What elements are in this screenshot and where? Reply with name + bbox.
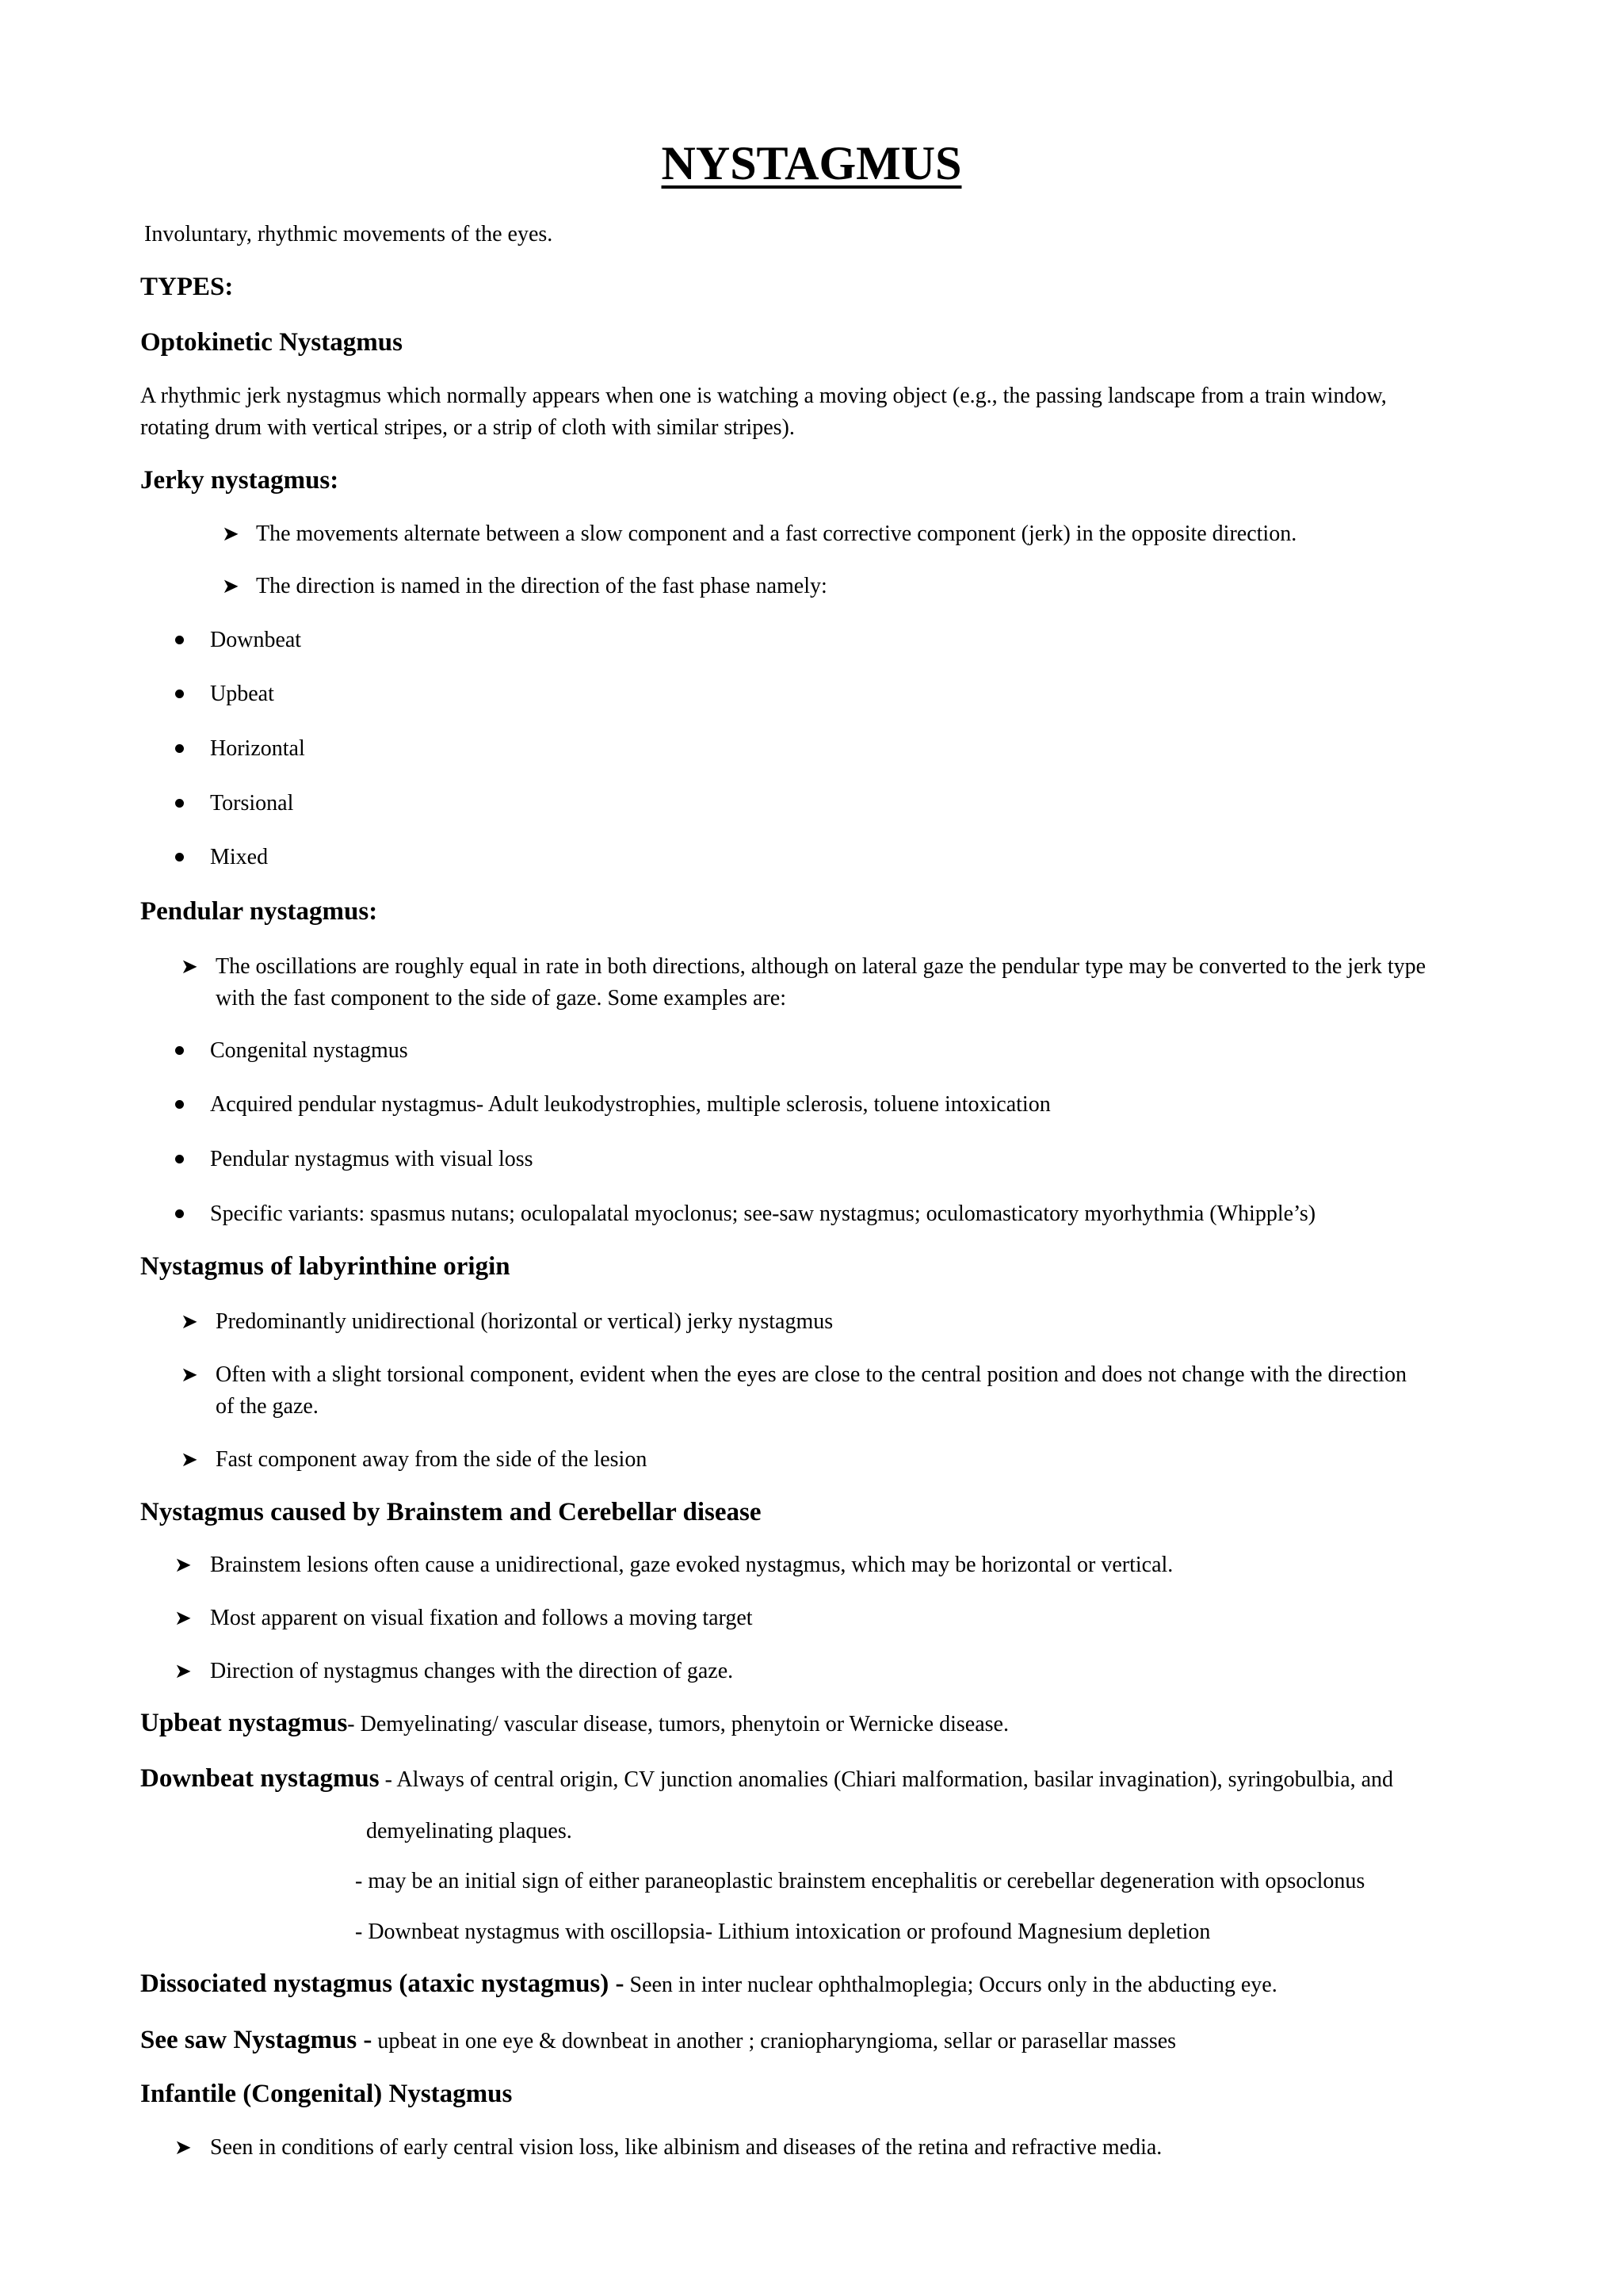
labyrinthine-arrow-item: Predominantly unidirectional (horizontal or vertical) jerky nystagmus (216, 1309, 834, 1334)
intro-text: Involuntary, rhythmic movements of the eyes. (144, 222, 553, 246)
seesaw-heading: See saw Nystagmus - (140, 2026, 372, 2054)
dissociated-heading: Dissociated nystagmus (ataxic nystagmus) - (140, 1969, 624, 1998)
infantile-heading: Infantile (Congenital) Nystagmus (140, 2080, 513, 2108)
bullet-dot-icon (175, 853, 184, 861)
dissociated-line (140, 1968, 1277, 2001)
downbeat-line2: - may be an initial sign of either paraneoplastic brainstem encephalitis or cerebellar degeneration with opsoclonus (355, 1869, 1365, 1893)
pendular-bullet-item: Pendular nystagmus with visual loss (210, 1147, 533, 1171)
pendular-arrow-line1: The oscillations are roughly equal in rate in both directions, although on lateral gaze the pendular type may be converted to the jerk type (216, 954, 1426, 979)
seesaw-line (140, 2024, 1176, 2057)
brainstem-heading: Nystagmus caused by Brainstem and Cerebellar disease (140, 1498, 762, 1526)
bullet-dot-icon (175, 744, 184, 753)
labyrinthine-heading: Nystagmus of labyrinthine origin (140, 1252, 510, 1281)
bullet-dot-icon (175, 1209, 184, 1218)
bullet-dot-icon (175, 799, 184, 808)
arrow-bullet-icon: ➤ (174, 1606, 192, 1630)
bullet-dot-icon (175, 1046, 184, 1055)
downbeat-heading: Downbeat nystagmus (140, 1764, 380, 1793)
optokinetic-text-line1: A rhythmic jerk nystagmus which normally appears when one is watching a moving object (e.g., the passing landscape from a train window, (140, 384, 1387, 408)
pendular-bullet-item: Congenital nystagmus (210, 1038, 408, 1063)
bullet-dot-icon (175, 636, 184, 644)
arrow-bullet-icon: ➤ (174, 1553, 192, 1577)
downbeat-text: - Always of central origin, CV junction anomalies (Chiari malformation, basilar invagination), syringobulbia, and (379, 1767, 1394, 1792)
pendular-bullet-item: Specific variants: spasmus nutans; oculopalatal myoclonus; see-saw nystagmus; oculomasticatory myorhythmia (Whipple’s) (210, 1201, 1316, 1226)
labyrinthine-arrow-item: Fast component away from the side of the lesion (216, 1447, 647, 1472)
seesaw-text: upbeat in one eye & downbeat in another ; craniopharyngioma, sellar or parasellar masses (372, 2029, 1177, 2053)
upbeat-heading: Upbeat nystagmus (140, 1709, 348, 1737)
labyrinthine-arrow-line2: of the gaze. (216, 1394, 319, 1419)
pendular-bullet-item: Acquired pendular nystagmus- Adult leukodystrophies, multiple sclerosis, toluene intoxication (210, 1092, 1051, 1117)
bullet-dot-icon (175, 1100, 184, 1109)
jerky-bullet-item: Torsional (210, 791, 294, 816)
jerky-bullet-item: Upbeat (210, 682, 274, 706)
arrow-bullet-icon: ➤ (181, 1363, 198, 1387)
bullet-dot-icon (175, 1155, 184, 1163)
pendular-arrow-line2: with the fast component to the side of gaze. Some examples are: (216, 986, 787, 1010)
optokinetic-text-line2: rotating drum with vertical stripes, or a strip of cloth with similar stripes). (140, 415, 795, 440)
upbeat-text: - Demyelinating/ vascular disease, tumors, phenytoin or Wernicke disease. (347, 1712, 1009, 1736)
optokinetic-heading: Optokinetic Nystagmus (140, 328, 403, 357)
arrow-bullet-icon: ➤ (181, 1310, 198, 1334)
arrow-bullet-icon: ➤ (222, 522, 239, 546)
downbeat-line (140, 1763, 1393, 1796)
brainstem-arrow-item: Direction of nystagmus changes with the direction of gaze. (210, 1659, 734, 1683)
page-title: NYSTAGMUS (661, 137, 962, 189)
brainstem-arrow-item: Most apparent on visual fixation and follows a moving target (210, 1606, 753, 1630)
jerky-bullet-item: Mixed (210, 845, 269, 869)
arrow-bullet-icon: ➤ (222, 575, 239, 598)
arrow-bullet-icon: ➤ (174, 2136, 192, 2160)
types-heading: TYPES: (140, 273, 234, 301)
infantile-arrow-item: Seen in conditions of early central vision loss, like albinism and diseases of the retina and refractive media. (210, 2135, 1163, 2160)
jerky-arrow-item: The movements alternate between a slow component and a fast corrective component (jerk) in the opposite direction. (256, 521, 1297, 546)
arrow-bullet-icon: ➤ (181, 1448, 198, 1472)
jerky-heading: Jerky nystagmus: (140, 466, 339, 495)
labyrinthine-arrow-line1: Often with a slight torsional component, evident when the eyes are close to the central position and does not change with the direction (216, 1362, 1407, 1387)
brainstem-arrow-item: Brainstem lesions often cause a unidirectional, gaze evoked nystagmus, which may be horizontal or vertical. (210, 1553, 1174, 1577)
arrow-bullet-icon: ➤ (174, 1660, 192, 1683)
dissociated-text: Seen in inter nuclear ophthalmoplegia; Occurs only in the abducting eye. (624, 1973, 1277, 1997)
jerky-bullet-item: Downbeat (210, 628, 302, 652)
downbeat-continuation: demyelinating plaques. (366, 1819, 572, 1843)
upbeat-line (140, 1707, 1009, 1740)
jerky-arrow-item: The direction is named in the direction of the fast phase namely: (256, 574, 827, 598)
jerky-bullet-item: Horizontal (210, 736, 305, 761)
downbeat-line3: - Downbeat nystagmus with oscillopsia- Lithium intoxication or profound Magnesium depletion (355, 1920, 1211, 1944)
pendular-heading: Pendular nystagmus: (140, 897, 378, 926)
arrow-bullet-icon: ➤ (181, 955, 198, 979)
bullet-dot-icon (175, 690, 184, 698)
